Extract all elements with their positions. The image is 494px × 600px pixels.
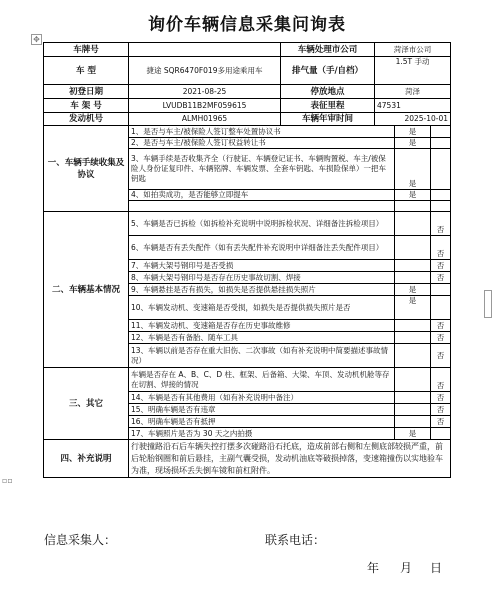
reg-date-label: 初登日期 <box>44 85 129 99</box>
answer-no-pillars[interactable]: 否 <box>431 368 451 392</box>
answer-no-16[interactable]: 否 <box>431 416 451 428</box>
question-13: 13、车辆以前是否存在重大旧伤、二次事故（如有补充说明中简要描述事故情况） <box>129 344 395 368</box>
question-12: 12、车辆是否有备胎、随车工具 <box>129 332 395 344</box>
question-10: 10、车辆发动机、变速箱是否受损，如损失是否提供损失照片是否 <box>129 296 395 320</box>
answer-yes-5[interactable] <box>395 212 431 236</box>
answer-yes-4[interactable]: 是 <box>395 190 431 201</box>
answer-no-9[interactable] <box>431 284 451 296</box>
odometer-value[interactable]: 47531 <box>375 99 451 113</box>
document-title: 询价车辆信息采集问询表 <box>148 15 346 35</box>
answer-no-1[interactable] <box>431 126 451 138</box>
question-11: 11、车辆发动机、变速箱是否存在历史事故维修 <box>129 320 395 332</box>
parking-value[interactable]: 菏泽 <box>375 85 451 99</box>
answer-no-14[interactable]: 否 <box>431 392 451 404</box>
answer-yes-pillars[interactable] <box>395 368 431 392</box>
resize-handle[interactable] <box>484 290 492 318</box>
question-16: 16、明确车辆是否有抵押 <box>129 416 395 428</box>
answer-no-6[interactable]: 否 <box>431 236 451 260</box>
engine-value[interactable]: ALMH01965 <box>129 113 281 126</box>
answer-yes-15[interactable] <box>395 404 431 416</box>
company-value[interactable]: 菏泽市公司 <box>375 43 451 57</box>
answer-no-7[interactable]: 否 <box>431 260 451 272</box>
question-blank <box>129 201 395 212</box>
answer-yes-7[interactable] <box>395 260 431 272</box>
frame-label: 车 架 号 <box>44 99 129 113</box>
answer-yes-8[interactable] <box>395 272 431 284</box>
section-title-other: 三、其它 <box>44 368 129 440</box>
company-label: 车辆处理市公司 <box>281 43 375 57</box>
collector-label: 信息采集人： <box>44 533 117 547</box>
question-2: 2、是否与车主/被保险人签订权益转让书 <box>129 138 395 149</box>
answer-no-3[interactable] <box>431 149 451 190</box>
question-7: 7、车辆大架号钢印号是否受损 <box>129 260 395 272</box>
displacement-value[interactable]: 1.5T 手动 <box>375 57 451 85</box>
question-1: 1、是否与车主/被保险人签订整车处置协议书 <box>129 126 395 138</box>
answer-yes-12[interactable] <box>395 332 431 344</box>
odometer-label: 表征里程 <box>281 99 375 113</box>
answer-yes-9[interactable]: 是 <box>395 284 431 296</box>
answer-yes-17[interactable]: 是 <box>395 428 431 440</box>
supplement-text[interactable]: 行驶撞路沿石后车辆失控打摆多次碰路沿石托底，造成前部右侧和左侧底部较损严重，前后轮胎钢圈和前后悬挂，主副气囊受损，发动机油底等破损掉落，变速箱撞伤以实地验车为准，现场损坏丢失倒车镜和前杠附件。 <box>129 440 451 478</box>
section-title-procedures: 一、车辆手续收集及协议 <box>44 126 129 212</box>
date-year-label: 年 <box>367 561 380 575</box>
answer-yes-13[interactable] <box>395 344 431 368</box>
answer-yes-14[interactable] <box>395 392 431 404</box>
inspection-label: 车辆年审时间 <box>281 113 375 126</box>
table-move-handle-icon[interactable]: ✥ <box>31 34 42 45</box>
answer-no-5[interactable]: 否 <box>431 212 451 236</box>
side-marker-icon: ▫▫ <box>2 476 13 485</box>
question-5: 5、车辆是否已拆检（如拆检补充说明中说明拆检状况、详细备注拆检项目） <box>129 212 395 236</box>
answer-yes-1[interactable]: 是 <box>395 126 431 138</box>
reg-date-value[interactable]: 2021-08-25 <box>129 85 281 99</box>
question-pillars: 车辆是否存在 A、B、C、D 柱、框架、后备箱、大梁、车顶、发动机机舱等存在切割、焊接的情况 <box>129 368 395 392</box>
question-8: 8、车辆大架号钢印号是否存在历史事故切割、焊接 <box>129 272 395 284</box>
model-value[interactable]: 捷途 SQR6470F019多用途乘用车 <box>129 57 281 85</box>
plate-value[interactable] <box>129 43 281 57</box>
inquiry-table <box>43 42 451 478</box>
answer-yes-2[interactable]: 是 <box>395 138 431 149</box>
answer-yes-6[interactable] <box>395 236 431 260</box>
phone-label: 联系电话： <box>265 533 326 547</box>
answer-no-13[interactable]: 否 <box>431 344 451 368</box>
answer-no-4[interactable] <box>431 190 451 201</box>
answer-no-10[interactable] <box>431 296 451 320</box>
question-15: 15、明确车辆是否有违章 <box>129 404 395 416</box>
answer-yes-blank[interactable] <box>395 201 431 212</box>
answer-no-blank[interactable] <box>431 201 451 212</box>
question-17: 17、车辆照片是否为 30 天之内拍摄 <box>129 428 395 440</box>
answer-no-11[interactable]: 否 <box>431 320 451 332</box>
question-14: 14、车辆是否有其他费用（如有补充说明中备注） <box>129 392 395 404</box>
answer-yes-16[interactable] <box>395 416 431 428</box>
answer-yes-11[interactable] <box>395 320 431 332</box>
model-label: 车 型 <box>44 57 129 85</box>
displacement-label: 排气量（手/自档） <box>281 57 375 85</box>
question-6: 6、车辆是否有丢失配件（如有丢失配件补充说明中详细备注丢失配件项目） <box>129 236 395 260</box>
answer-no-2[interactable] <box>431 138 451 149</box>
question-4: 4、如拍卖成功，是否能够立即提车 <box>129 190 395 201</box>
question-3: 3、车辆手续是否收集齐全（行驶证、车辆登记证书、车辆购置税、车主/被保险人身份证复印件、车辆铭牌、车辆发票、全套车钥匙、车损险保单）一把车钥匙 <box>129 149 395 190</box>
parking-label: 停放地点 <box>281 85 375 99</box>
plate-label: 车牌号 <box>44 43 129 57</box>
answer-no-15[interactable]: 否 <box>431 404 451 416</box>
date-day-label: 日 <box>430 561 443 575</box>
frame-value[interactable]: LVUDB11B2MF059615 <box>129 99 281 113</box>
date-month-label: 月 <box>400 561 413 575</box>
answer-yes-3[interactable]: 是 <box>395 149 431 190</box>
section-title-supplement: 四、补充说明 <box>44 440 129 478</box>
answer-no-17[interactable] <box>431 428 451 440</box>
section-title-basic: 二、车辆基本情况 <box>44 212 129 368</box>
inspection-value[interactable]: 2025-10-01 <box>375 113 451 126</box>
answer-yes-10[interactable]: 是 <box>395 296 431 320</box>
question-9: 9、车辆悬挂是否有损失，如损失是否提供悬挂损失照片 <box>129 284 395 296</box>
answer-no-12[interactable]: 否 <box>431 332 451 344</box>
engine-label: 发动机号 <box>44 113 129 126</box>
answer-no-8[interactable]: 否 <box>431 272 451 284</box>
